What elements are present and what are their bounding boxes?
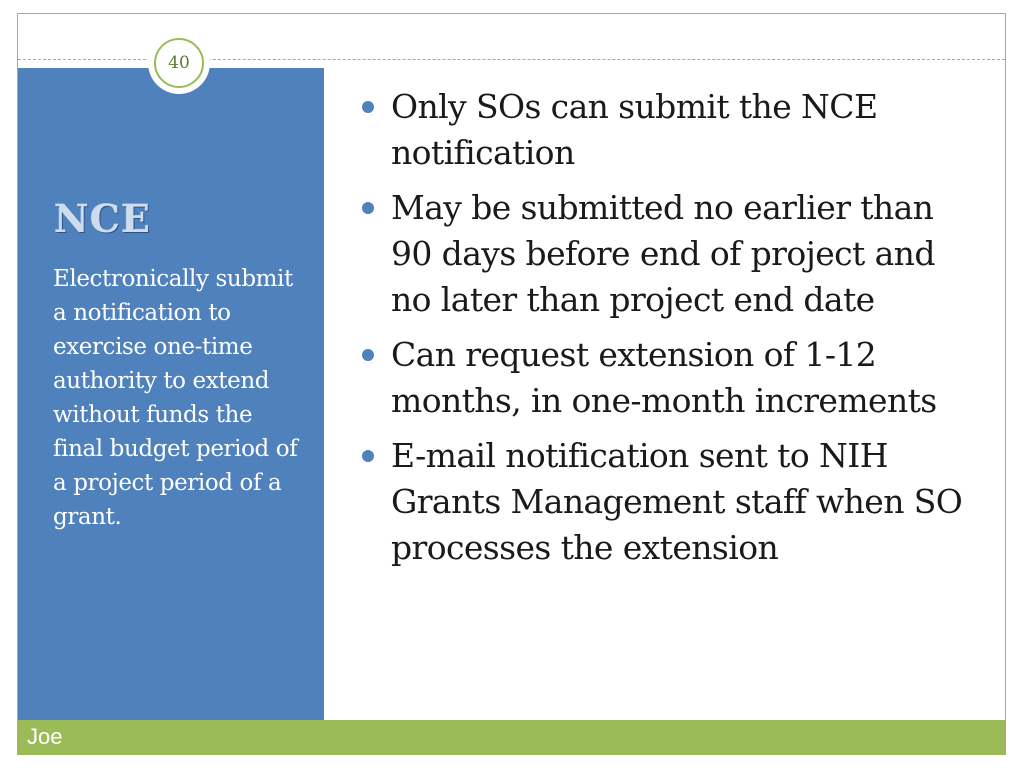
bullet-text: May be submitted no earlier than 90 days before end of project and no later than project end date: [391, 188, 935, 319]
bullet-dot-icon: [362, 450, 374, 462]
slide-number-badge: [148, 32, 210, 94]
slide-title: NCE: [54, 196, 151, 241]
bullet-list: [358, 84, 978, 580]
bullet-text: Only SOs can submit the NCE notification: [391, 87, 878, 172]
slide-subtitle: Electronically submit a notification to exercise one-time authority to extend without funds the final budget period of a project period of a grant.: [53, 266, 298, 530]
bullet-text: Can request extension of 1-12 months, in one-month increments: [391, 335, 937, 420]
footer-bar: [18, 720, 1005, 754]
bullet-item: [358, 332, 978, 424]
slide-number-ring: [154, 38, 204, 88]
bullet-item: [358, 433, 978, 571]
bullet-text: E-mail notification sent to NIH Grants Management staff when SO processes the extension: [391, 436, 963, 567]
bullet-dot-icon: [362, 349, 374, 361]
slide-number: 40: [168, 52, 190, 73]
bullet-dot-icon: [362, 101, 374, 113]
bullet-item: [358, 185, 978, 323]
footer-text: Joe: [27, 724, 63, 749]
bullet-dot-icon: [362, 202, 374, 214]
bullet-item: [358, 84, 978, 176]
